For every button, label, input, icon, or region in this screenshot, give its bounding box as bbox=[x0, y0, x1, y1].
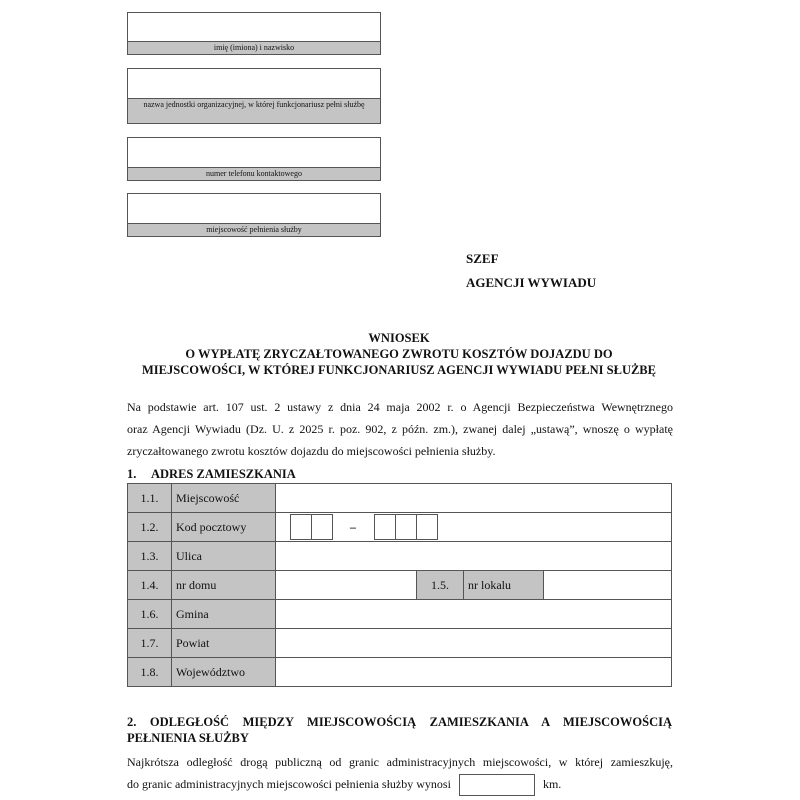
recipient-line-2: AGENCJI WYWIADU bbox=[466, 275, 597, 290]
distance-text-line-1: Najkrótsza odległość drogą publiczną od granic administracyjnych miejscowości, w której zamieszkuję, bbox=[127, 755, 673, 769]
postal-code-cell bbox=[276, 513, 672, 542]
section-1-title: ADRES ZAMIESZKANIA bbox=[151, 467, 296, 481]
section-1-heading bbox=[127, 467, 296, 482]
voivodeship-input[interactable] bbox=[276, 658, 672, 687]
unit-field[interactable] bbox=[128, 69, 380, 100]
name-caption: imię (imiona) i nazwisko bbox=[128, 41, 380, 54]
table-row bbox=[128, 571, 672, 600]
row-number: 1.1. bbox=[128, 484, 172, 513]
distance-input[interactable] bbox=[459, 774, 535, 796]
row-label: nr domu bbox=[172, 571, 276, 600]
postal-separator: – bbox=[350, 519, 356, 534]
address-table bbox=[127, 483, 672, 687]
phone-caption: numer telefonu kontaktowego bbox=[128, 167, 380, 180]
county-input[interactable] bbox=[276, 629, 672, 658]
row-label: Województwo bbox=[172, 658, 276, 687]
phone-box bbox=[127, 137, 381, 181]
row-number: 1.5. bbox=[417, 571, 464, 600]
document-title: WNIOSEK bbox=[368, 331, 430, 345]
row-number: 1.2. bbox=[128, 513, 172, 542]
section-2-title-line-1: 2. ODLEGŁOŚĆ MIĘDZY MIEJSCOWOŚCIĄ ZAMIESZKANIA A MIEJSCOWOŚCIĄ bbox=[127, 715, 672, 729]
document-subtitle-line-2: MIEJSCOWOŚCI, W KTÓREJ FUNKCJONARIUSZ AGENCJI WYWIADU PEŁNI SŁUŻBĘ bbox=[142, 363, 656, 377]
row-label: Kod pocztowy bbox=[172, 513, 276, 542]
section-2-title-line-2: PEŁNIENIA SŁUŻBY bbox=[127, 731, 249, 745]
table-row bbox=[128, 484, 672, 513]
unit-caption: nazwa jednostki organizacyjnej, w której funkcjonariusz pełni służbę bbox=[128, 98, 380, 123]
table-row bbox=[128, 629, 672, 658]
street-input[interactable] bbox=[276, 542, 672, 571]
house-number-input[interactable] bbox=[276, 571, 417, 600]
postal-digit-3[interactable] bbox=[374, 514, 396, 540]
unit-box bbox=[127, 68, 381, 124]
city-input[interactable] bbox=[276, 484, 672, 513]
apartment-number-input[interactable] bbox=[544, 571, 672, 600]
service-location-caption: miejscowość pełnienia służby bbox=[128, 223, 380, 236]
phone-field[interactable] bbox=[128, 138, 380, 170]
row-number: 1.6. bbox=[128, 600, 172, 629]
distance-unit: km. bbox=[542, 777, 562, 791]
row-number: 1.4. bbox=[128, 571, 172, 600]
row-label: nr lokalu bbox=[464, 571, 544, 600]
intro-line: oraz Agencji Wywiadu (Dz. U. z 2025 r. poz. 902, z późn. zm.), zwanej dalej „ustawą”, wnoszę o wypłatę bbox=[127, 422, 673, 436]
postal-digit-4[interactable] bbox=[395, 514, 417, 540]
postal-digit-2[interactable] bbox=[311, 514, 333, 540]
section-1-number: 1. bbox=[127, 467, 137, 481]
row-label: Miejscowość bbox=[172, 484, 276, 513]
table-row bbox=[128, 542, 672, 571]
commune-input[interactable] bbox=[276, 600, 672, 629]
row-number: 1.3. bbox=[128, 542, 172, 571]
service-location-box bbox=[127, 193, 381, 237]
table-row bbox=[128, 513, 672, 542]
distance-text-line-2: do granic administracyjnych miejscowości pełnienia służby wynosi bbox=[127, 777, 451, 791]
row-number: 1.7. bbox=[128, 629, 172, 658]
row-label: Powiat bbox=[172, 629, 276, 658]
section-2-heading bbox=[127, 714, 672, 746]
intro-line: Na podstawie art. 107 ust. 2 ustawy z dnia 24 maja 2002 r. o Agencji Bezpieczeństwa Wewnętrznego bbox=[127, 400, 673, 414]
postal-digit-5[interactable] bbox=[416, 514, 438, 540]
row-label: Ulica bbox=[172, 542, 276, 571]
document-subtitle-line-1: O WYPŁATĘ ZRYCZAŁTOWANEGO ZWROTU KOSZTÓW DOJAZDU DO bbox=[185, 347, 613, 361]
intro-line: zryczałtowanego zwrotu kosztów dojazdu do miejscowości pełnienia służby. bbox=[127, 444, 496, 458]
row-label: Gmina bbox=[172, 600, 276, 629]
name-box bbox=[127, 12, 381, 55]
table-row bbox=[128, 600, 672, 629]
intro-paragraph bbox=[127, 396, 673, 462]
postal-digit-1[interactable] bbox=[290, 514, 312, 540]
service-location-field[interactable] bbox=[128, 194, 380, 226]
name-field[interactable] bbox=[128, 13, 380, 44]
table-row bbox=[128, 658, 672, 687]
recipient-line-1: SZEF bbox=[466, 251, 499, 266]
row-number: 1.8. bbox=[128, 658, 172, 687]
distance-paragraph bbox=[127, 751, 673, 796]
